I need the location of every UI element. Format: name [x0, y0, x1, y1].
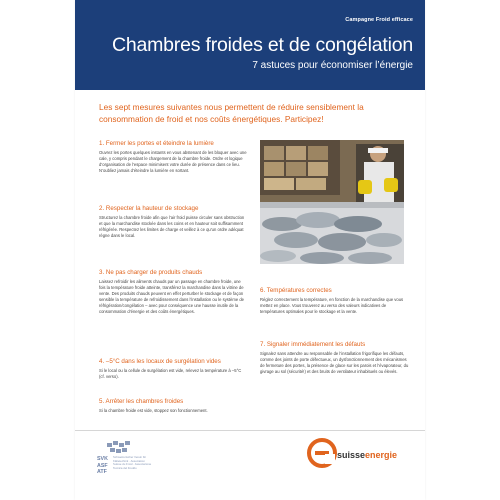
- suisse-energie-logo: [307, 432, 417, 472]
- header-banner: [75, 0, 425, 90]
- page-title: Chambres froides et de congélation: [111, 34, 413, 56]
- acronym-svk: SVK: [97, 456, 108, 462]
- tip-body: Si le local ou la cellule de surgélation est vide, relevez la température à –5°C (cf. verso).: [99, 368, 242, 380]
- tip-section-7: [260, 341, 410, 375]
- wordmark-suisse: suisse: [337, 450, 366, 460]
- tip-title: 2. Respecter la hauteur de stockage: [99, 205, 199, 212]
- tip-body: Structurez la chambre froide afin que l’air froid puisse circuler sans obstruction et que la marchandise stockée dans les coins et en hauteur soit suffisamment réfrigérée. Respectez les limites de charge et veillez à ce qu’un ordre adéquat règne dans le local.: [99, 215, 245, 239]
- tip-section-3: [99, 269, 247, 316]
- tip-section-6: [260, 287, 410, 315]
- fish-counter-photo: [260, 140, 404, 264]
- tip-section-4: [99, 358, 247, 380]
- tip-body: Laissez refroidir les aliments chauds par un passage en chambre froide, une fois la température froide atteinte, transférez la marchandise dans la vitrine de vente. Des produits chauds peuvent en effet perturber le stockage et de façon sensible la température de refroidissement dans l’installation ou le système de réfrigération/congélation – avec pour conséquence une hausse inutile de la consommation d’énergie et des coûts énergétiques.: [99, 279, 245, 315]
- page-subtitle: 7 astuces pour économiser l’énergie: [252, 60, 413, 71]
- footer-divider: [75, 430, 425, 431]
- tip-section-5: [99, 398, 259, 414]
- flyer-page: [75, 0, 425, 500]
- campaign-label: Campagne Froid efficace: [345, 17, 413, 23]
- tip-title: 6. Températures correctes: [260, 287, 332, 294]
- tip-title: 7. Signaler immédiatement les défauts: [260, 341, 366, 348]
- tip-title: 5. Arrêter les chambres froides: [99, 398, 184, 405]
- tip-body: Signalez sans attendre au responsable de l’installation frigorifique les défauts, comme des joints de porte défectueux, un dysfonctionnement des mécanismes de fermeture des portes, la présence de glace sur les parois et l’évaporateur, du givrage au sol (sécurité!) et des bruits de ventilateur inhabituels ou élevés.: [260, 351, 409, 375]
- photo-illustration: [260, 140, 404, 264]
- tip-body: Si la chambre froide est vide, stoppez son fonctionnement.: [99, 408, 208, 413]
- tip-title: 4. –5°C dans les locaux de surgélation vides: [99, 358, 221, 365]
- wordmark-energie: energie: [365, 450, 398, 460]
- acronym-asf: ASF: [97, 462, 108, 469]
- energie-e-icon: [307, 438, 337, 468]
- snowflake-logo-icon: [107, 440, 137, 454]
- tip-title: 1. Fermer les portes et éteindre la lumière: [99, 140, 214, 147]
- tip-body: Réglez correctement la température, en fonction de la marchandise que vous mettez en place. Vous trouverez au verso des valeurs indicatives de températures optimales pour le stockage et la vente.: [260, 297, 404, 315]
- tip-section-2: [99, 205, 247, 239]
- svk-asf-atf-logo: [97, 440, 157, 492]
- acronym-atf: ATF: [97, 469, 107, 475]
- tip-section-1: [99, 140, 247, 174]
- tip-title: 3. Ne pas charger de produits chauds: [99, 269, 203, 276]
- association-acronyms: [97, 456, 108, 476]
- energie-wordmark: [337, 450, 397, 460]
- tip-body: Ouvrez les portes quelques instants en vous abstenant de les bloquer avec une cale, y compris pendant le chargement de la chambre froide. Ordre et logique d’organisation de l’espace minimisent votre durée de présence dans ce lieu. N’oubliez jamais d’éteindre la lumière en sortant.: [99, 150, 247, 174]
- association-fullname: Schweizerischer Verein für Kältetechnik · Association Suisse du Froid · Associazione Tecnica del Freddo: [113, 455, 152, 470]
- intro-text: Les sept mesures suivantes nous permettent de réduire sensiblement la consommation de froid et nos coûts énergétiques. Participez!: [99, 102, 364, 124]
